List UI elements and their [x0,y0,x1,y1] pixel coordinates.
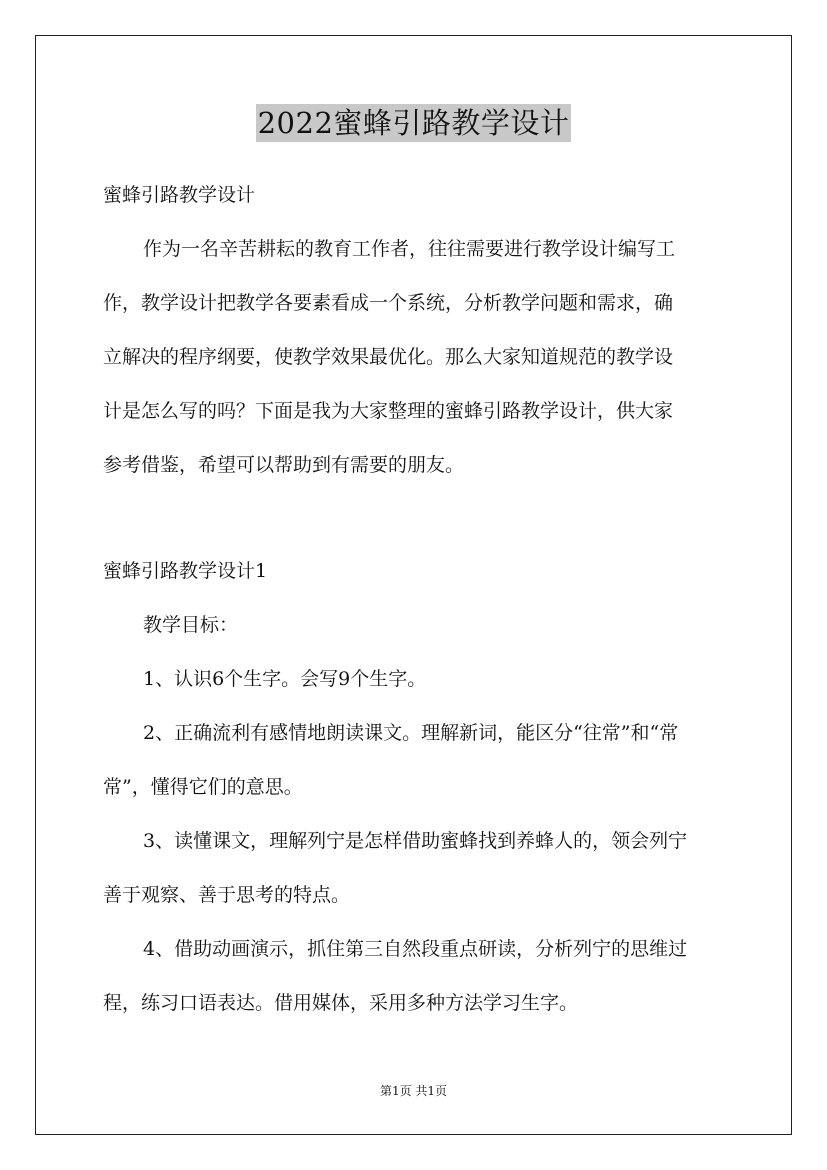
section-heading: 蜜蜂引路教学设计1 [103,560,268,582]
goal-line: 善于观察、善于思考的特点。 [103,884,351,906]
intro-line: 计是怎么写的吗？下面是我为大家整理的蜜蜂引路教学设计，供大家 [103,400,674,422]
goal-line: 常”，懂得它们的意思。 [103,776,303,798]
intro-line: 立解决的程序纲要，使教学效果最优化。那么大家知道规范的教学设 [103,346,674,368]
goals-label: 教学目标： [143,614,239,636]
intro-line: 参考借鉴，希望可以帮助到有需要的朋友。 [103,454,465,476]
intro-line: 作为一名辛苦耕耘的教育工作者，往往需要进行教学设计编写工 [143,238,676,260]
goal-line: 3、读懂课文，理解列宁是怎样借助蜜蜂找到养蜂人的，领会列宁 [143,830,688,852]
goal-line: 程，练习口语表达。借用媒体，采用多种方法学习生字。 [103,992,579,1014]
page-footer: 第1页 共1页 [379,1084,448,1098]
goal-line: 4、借助动画演示，抓住第三自然段重点研读，分析列宁的思维过 [143,938,688,960]
intro-line: 作，教学设计把教学各要素看成一个系统，分析教学问题和需求，确 [103,292,674,314]
goal-line: 2、正确流利有感情地朗读课文。理解新词，能区分“往常”和“常 [143,722,679,744]
document-heading: 蜜蜂引路教学设计 [103,184,256,206]
document-title: 2022蜜蜂引路教学设计 [257,106,570,140]
title-container [0,104,827,142]
goal-line: 1、认识6个生字。会写9个生字。 [143,668,427,690]
